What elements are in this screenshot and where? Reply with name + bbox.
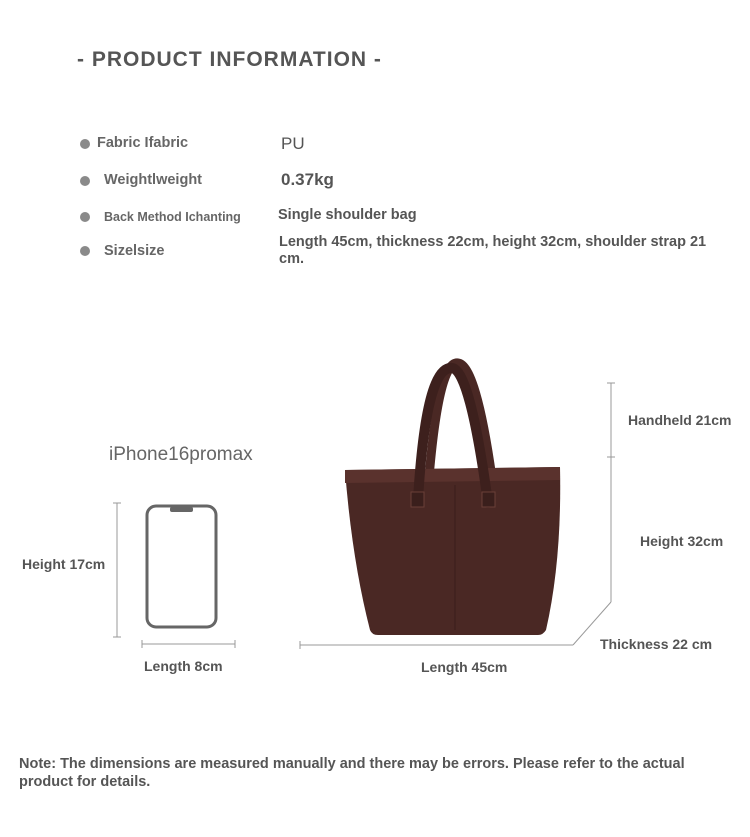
spec-label-weight: Weightlweight [104,172,203,188]
tote-bag-image [345,363,560,635]
bag-length-line [300,641,573,649]
spec-label-fabric: Fabric Ifabric [97,135,189,151]
section-title: - PRODUCT INFORMATION - [77,48,382,71]
spec-value-back-method: Single shoulder bag [278,207,417,223]
bag-height-label: Height 32cm [640,533,724,549]
phone-length-line [142,640,235,648]
spec-value-fabric: PU [281,134,305,153]
spec-value-weight: 0.37kg [281,170,334,189]
phone-caption: iPhone16promax [109,444,253,465]
spec-label-size: Sizelsize [104,243,165,259]
bag-handheld-label: Handheld 21cm [628,412,732,428]
phone-length-label: Length 8cm [144,658,223,674]
bag-length-label: Length 45cm [421,659,508,675]
spec-label-back-method: Back Method Ichanting [104,210,241,224]
spec-value-size: Length 45cm, thickness 22cm, height 32cm, shoulder strap 21 cm. [279,234,707,267]
phone-height-label: Height 17cm [22,556,106,572]
bag-handheld-line [607,383,615,457]
bag-thickness-label: Thickness 22 cm [600,636,713,652]
disclaimer-note: Note: The dimensions are measured manually and there may be errors. Please refer to the actual product for details. [19,756,685,790]
phone-outline [147,506,216,627]
phone-height-line [113,503,121,637]
